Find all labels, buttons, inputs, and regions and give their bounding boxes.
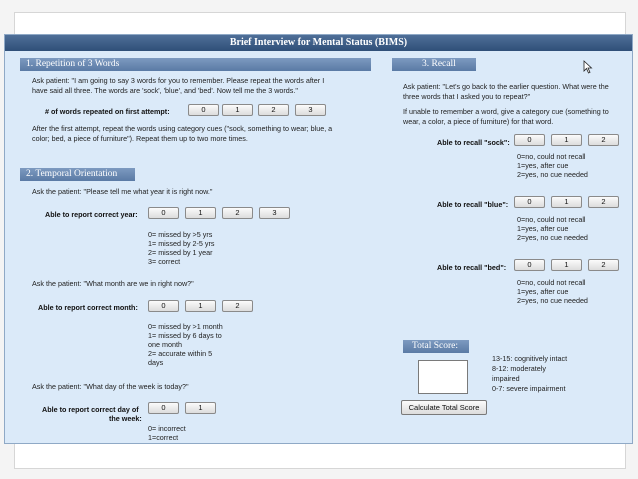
bed-2-button[interactable]: 2 xyxy=(588,259,619,271)
window-title: Brief Interview for Mental Status (BIMS) xyxy=(5,35,632,51)
recall-bed-label: Able to recall "bed": xyxy=(437,263,507,272)
words-repeated-label: # of words repeated on first attempt: xyxy=(45,107,170,116)
year-3-button[interactable]: 3 xyxy=(259,207,290,219)
blue-0-button[interactable]: 0 xyxy=(514,196,545,208)
repetition-instruction-line-1: Ask patient: "I am going to say 3 words for you to remember. Please repeat the words after I xyxy=(32,76,325,85)
recall-question-line-1: Ask patient: "Let's go back to the earlier question. What were the xyxy=(403,82,609,91)
words-repeated-2-button[interactable]: 2 xyxy=(258,104,289,116)
sock-2-button[interactable]: 2 xyxy=(588,134,619,146)
recall-question-line-2: three words that I asked you to repeat?" xyxy=(403,92,531,101)
month-score-key-3: 2= accurate within 5 xyxy=(148,349,213,358)
correct-year-label: Able to report correct year: xyxy=(45,210,138,219)
total-score-display xyxy=(418,360,468,394)
bed-0-button[interactable]: 0 xyxy=(514,259,545,271)
category-cue-instruction-line-2: color; bed, a piece of furniture"). Repeat them up to two more times. xyxy=(32,134,248,143)
sock-score-key-1: 1=yes, after cue xyxy=(517,161,569,170)
total-score-header: Total Score: xyxy=(403,340,469,353)
bims-form-window xyxy=(4,34,633,444)
recall-blue-label: Able to recall "blue": xyxy=(437,200,509,209)
bed-1-button[interactable]: 1 xyxy=(551,259,582,271)
day-0-button[interactable]: 0 xyxy=(148,402,179,414)
correct-day-label-line-2: the week: xyxy=(109,414,142,423)
blue-score-key-2: 2=yes, no cue needed xyxy=(517,233,588,242)
score-legend-1: 8-12: moderately xyxy=(492,364,546,373)
month-question: Ask the patient: "What month are we in right now?" xyxy=(32,279,194,288)
correct-day-label-line-1: Able to report correct day of xyxy=(42,405,139,414)
calculate-total-score-button[interactable]: Calculate Total Score xyxy=(401,400,487,415)
score-legend-0: 13-15: cognitively intact xyxy=(492,354,568,363)
bed-score-key-1: 1=yes, after cue xyxy=(517,287,569,296)
recall-sock-label: Able to recall "sock": xyxy=(437,138,510,147)
correct-month-label: Able to report correct month: xyxy=(38,303,138,312)
sock-score-key-0: 0=no, could not recall xyxy=(517,152,586,161)
month-score-key-2: one month xyxy=(148,340,182,349)
day-score-key-0: 0= incorrect xyxy=(148,424,186,433)
sock-0-button[interactable]: 0 xyxy=(514,134,545,146)
words-repeated-1-button[interactable]: 1 xyxy=(222,104,253,116)
blue-score-key-1: 1=yes, after cue xyxy=(517,224,569,233)
year-score-key-1: 1= missed by 2-5 yrs xyxy=(148,239,215,248)
sock-score-key-2: 2=yes, no cue needed xyxy=(517,170,588,179)
score-legend-2: impaired xyxy=(492,374,520,383)
bed-score-key-0: 0=no, could not recall xyxy=(517,278,586,287)
score-legend-3: 0-7: severe impairment xyxy=(492,384,566,393)
year-score-key-2: 2= missed by 1 year xyxy=(148,248,213,257)
day-question: Ask the patient: "What day of the week is today?" xyxy=(32,382,189,391)
month-1-button[interactable]: 1 xyxy=(185,300,216,312)
section-repetition-header: 1. Repetition of 3 Words xyxy=(20,58,371,71)
month-0-button[interactable]: 0 xyxy=(148,300,179,312)
recall-cue-line-1: If unable to remember a word, give a category cue (something to xyxy=(403,107,609,116)
day-score-key-1: 1=correct xyxy=(148,433,179,442)
month-score-key-0: 0= missed by >1 month xyxy=(148,322,223,331)
year-2-button[interactable]: 2 xyxy=(222,207,253,219)
year-score-key-0: 0= missed by >5 yrs xyxy=(148,230,213,239)
sock-1-button[interactable]: 1 xyxy=(551,134,582,146)
words-repeated-3-button[interactable]: 3 xyxy=(295,104,326,116)
recall-cue-line-2: wear, a color, a piece of furniture) for that word. xyxy=(403,117,554,126)
words-repeated-0-button[interactable]: 0 xyxy=(188,104,219,116)
year-question: Ask the patient: "Please tell me what year it is right now." xyxy=(32,187,213,196)
day-1-button[interactable]: 1 xyxy=(185,402,216,414)
repetition-instruction-line-2: have said all three. The words are 'sock', 'blue', and 'bed'. Now tell me the 3 words." xyxy=(32,86,298,95)
month-score-key-1: 1= missed by 6 days to xyxy=(148,331,222,340)
blue-1-button[interactable]: 1 xyxy=(551,196,582,208)
section-temporal-header: 2. Temporal Orientation xyxy=(20,168,135,181)
bed-score-key-2: 2=yes, no cue needed xyxy=(517,296,588,305)
year-1-button[interactable]: 1 xyxy=(185,207,216,219)
category-cue-instruction-line-1: After the first attempt, repeat the words using category cues ("sock, something to wear; blue, a xyxy=(32,124,333,133)
section-recall-header: 3. Recall xyxy=(392,58,476,71)
year-0-button[interactable]: 0 xyxy=(148,207,179,219)
year-score-key-3: 3= correct xyxy=(148,257,181,266)
month-2-button[interactable]: 2 xyxy=(222,300,253,312)
blue-2-button[interactable]: 2 xyxy=(588,196,619,208)
month-score-key-4: days xyxy=(148,358,164,367)
mouse-pointer-icon xyxy=(583,60,593,74)
blue-score-key-0: 0=no, could not recall xyxy=(517,215,586,224)
